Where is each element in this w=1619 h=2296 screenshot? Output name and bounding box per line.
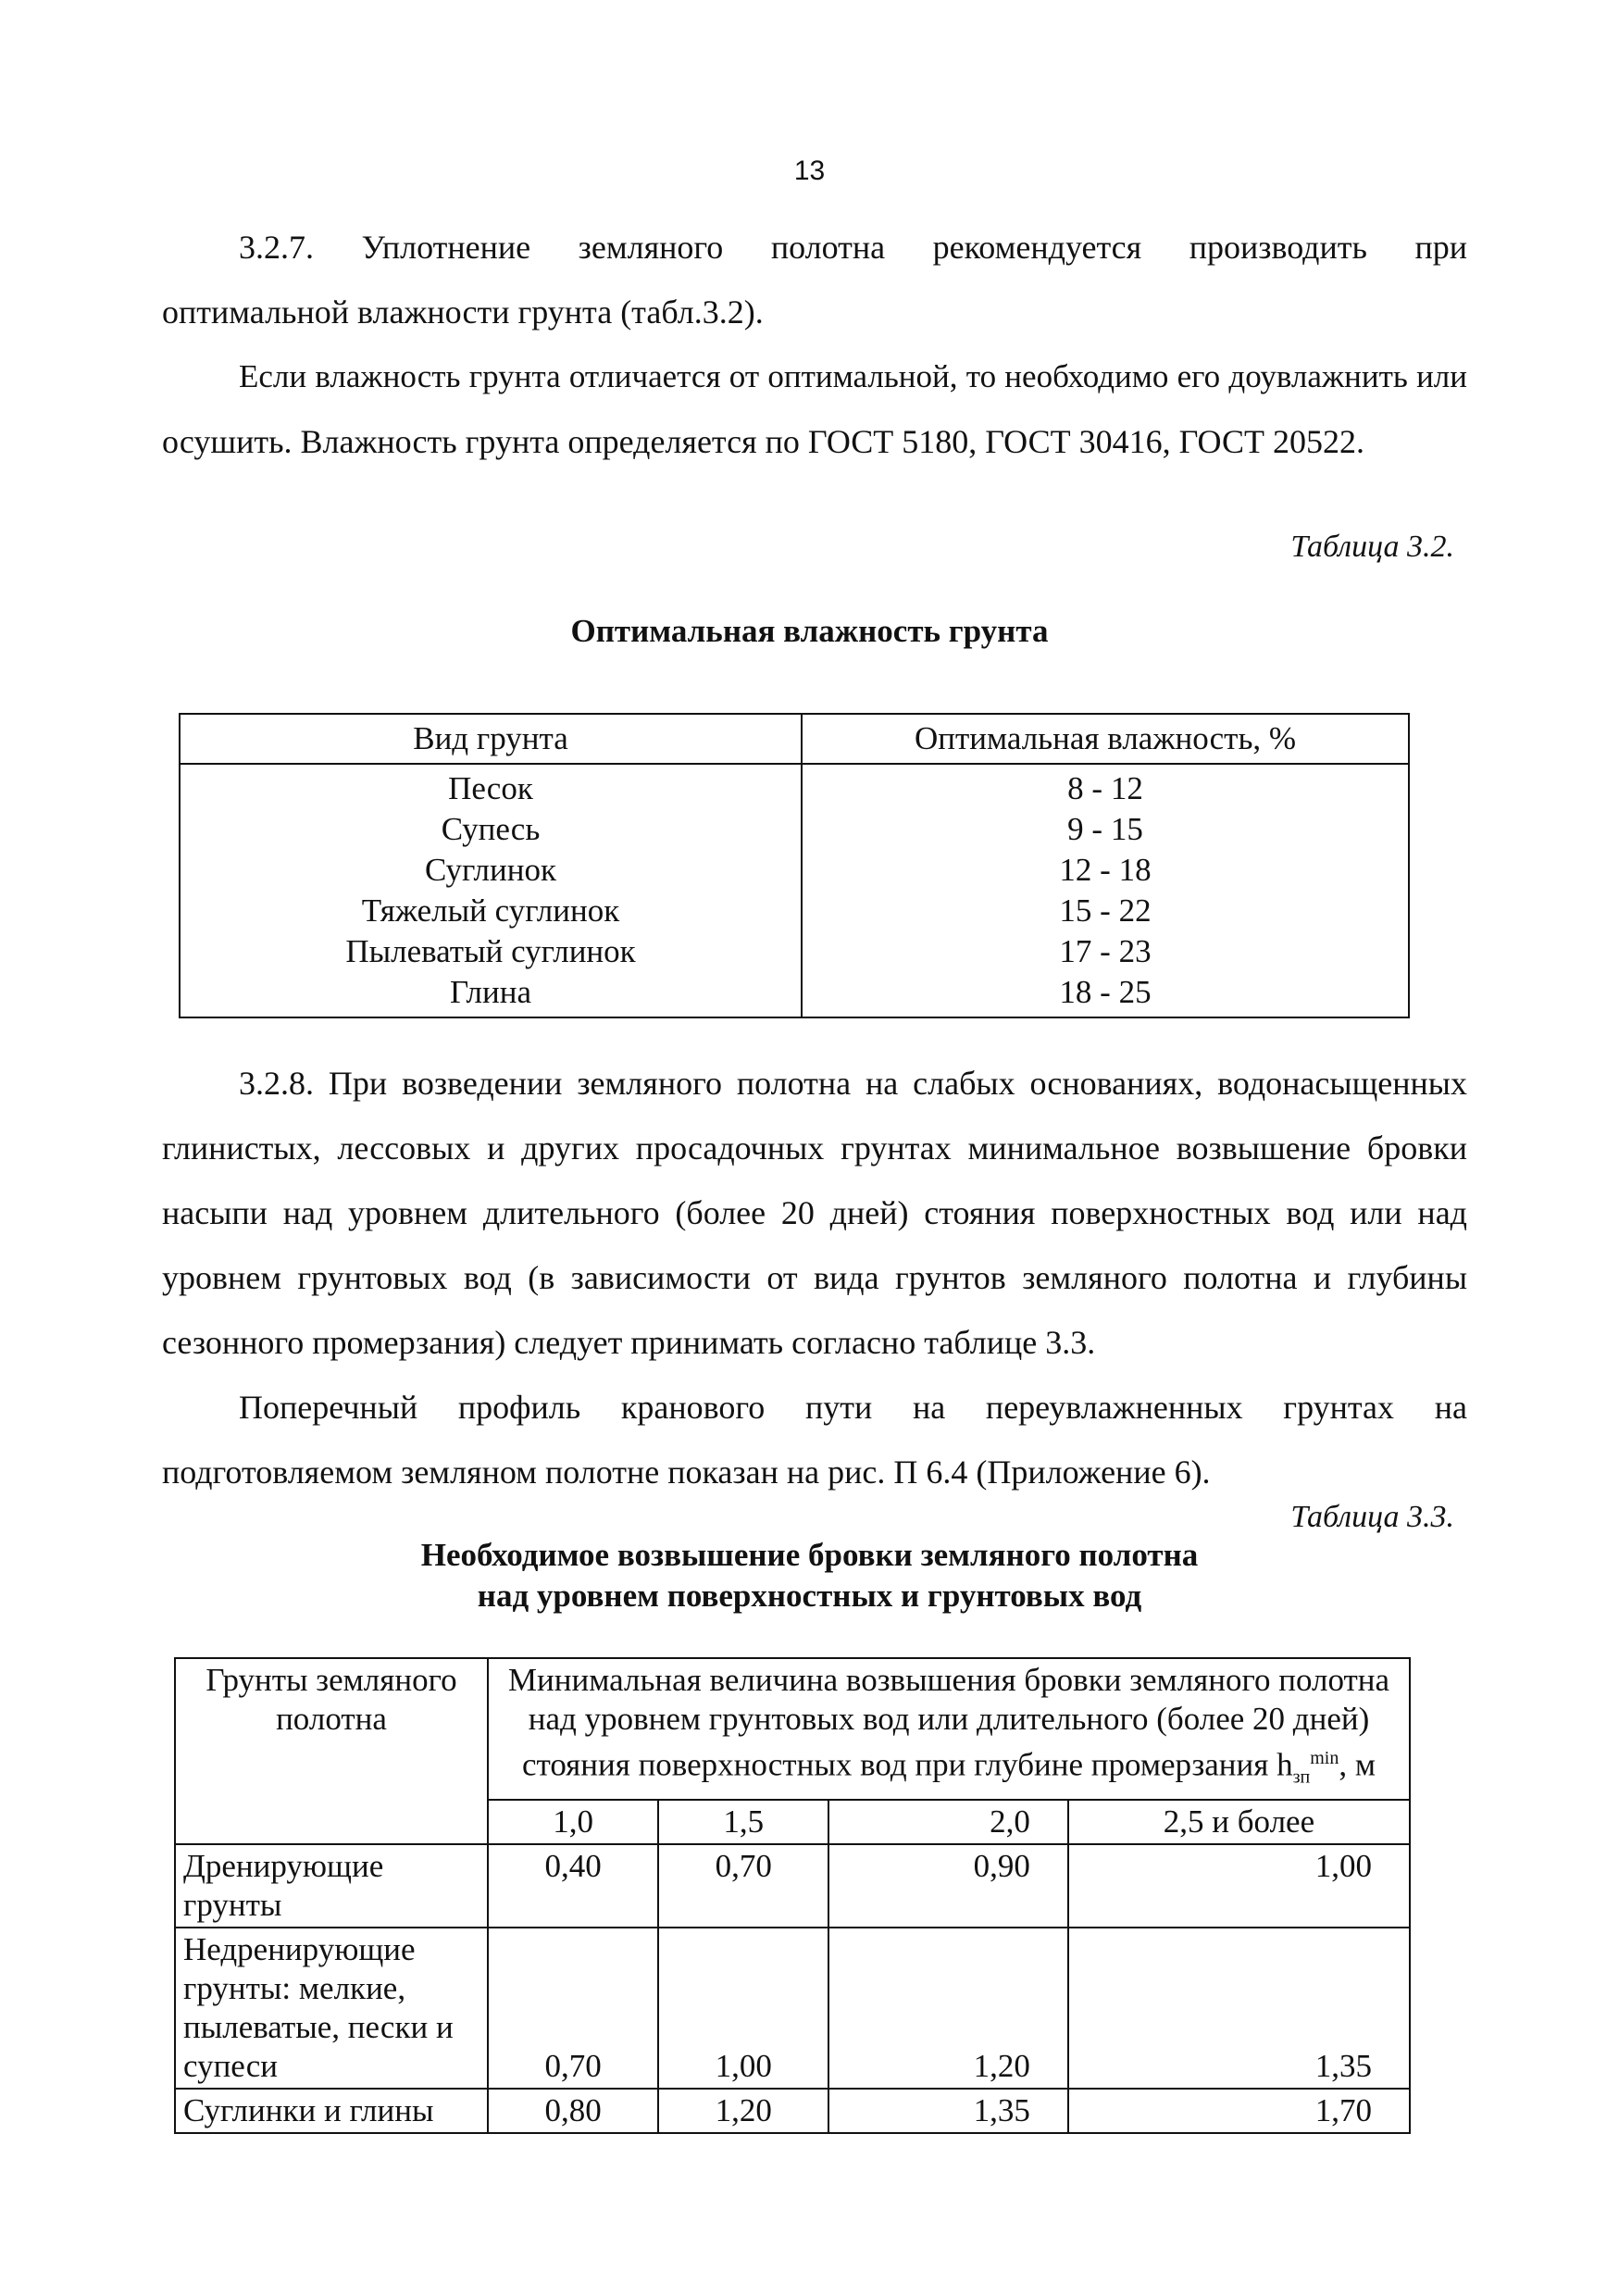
paragraph-3-2-8: [162, 1051, 1467, 1504]
paragraph-line: глинистых, лессовых и других просадочных грунтах минимальное возвышение бровки: [162, 1129, 1467, 1167]
depth-cell: 1,5: [658, 1800, 828, 1844]
value-cell: 1,00: [658, 1928, 828, 2089]
value-cell: 0,70: [488, 1928, 658, 2089]
soil-cell: Глина: [449, 974, 532, 1010]
soil-cell: Песок: [448, 770, 533, 806]
page-number: 13: [793, 156, 826, 186]
paragraph-line: уровнем грунтовых вод (в зависимости от вида грунтов земляного полотна и глубины: [162, 1259, 1467, 1296]
paragraph-3-2-7: [162, 215, 1467, 474]
value-cell: 1,20: [658, 2089, 828, 2133]
paragraph-line: осушить. Влажность грунта определяется по ГОСТ 5180, ГОСТ 30416, ГОСТ 20522.: [162, 423, 1364, 460]
paragraph-line: 3.2.8. При возведении земляного полотна на слабых основаниях, водонасыщенных: [239, 1065, 1467, 1102]
table-row: [175, 1844, 1410, 1928]
table-3-2: [179, 713, 1410, 1018]
table-3-3-title-line: над уровнем поверхностных и грунтовых вод: [477, 1578, 1142, 1614]
value-cell: 0,70: [658, 1844, 828, 1928]
header-unit: , м: [1339, 1746, 1376, 1783]
moisture-column: [802, 764, 1409, 1017]
table-row: [175, 2089, 1410, 2133]
value-cell: 0,80: [488, 2089, 658, 2133]
value-cell: 0,40: [488, 1844, 658, 1928]
header-optimal-moisture: Оптимальная влажность, %: [802, 714, 1409, 764]
row-label: Дренирующие грунты: [175, 1844, 488, 1928]
table-body: [180, 764, 1409, 1017]
paragraph-line: насыпи над уровнем длительного (более 20 дней) стояния поверхностных вод или над: [162, 1194, 1467, 1231]
table-3-2-caption: Таблица 3.2.: [1290, 530, 1454, 564]
table-header-row: [180, 714, 1409, 764]
depth-cell: 1,0: [488, 1800, 658, 1844]
moisture-cell: 17 - 23: [1059, 933, 1152, 969]
soil-column: [180, 764, 802, 1017]
moisture-cell: 15 - 22: [1059, 892, 1152, 929]
table-3-2-title: Оптимальная влажность грунта: [570, 613, 1049, 649]
header-soil-type: Вид грунта: [180, 714, 802, 764]
header-subscript: зп: [1292, 1766, 1311, 1788]
soil-cell: Супесь: [441, 811, 541, 847]
header-soil-group: Грунты земляного полотна: [175, 1658, 488, 1844]
soil-cell: Тяжелый суглинок: [361, 892, 620, 929]
header-superscript: min: [1310, 1748, 1339, 1768]
paragraph-line: 3.2.7. Уплотнение земляного полотна рекомендуется производить при: [239, 229, 1467, 266]
moisture-cell: 12 - 18: [1059, 852, 1152, 888]
value-cell: 1,70: [1068, 2089, 1410, 2133]
soil-cell: Пылеватый суглинок: [345, 933, 636, 969]
moisture-cell: 8 - 12: [1067, 770, 1143, 806]
depth-cell: 2,0: [828, 1800, 1068, 1844]
paragraph-line: подготовляемом земляном полотне показан на рис. П 6.4 (Приложение 6).: [162, 1454, 1211, 1491]
header-min-elevation: [488, 1658, 1410, 1800]
paragraph-line: Если влажность грунта отличается от оптимальной, то необходимо его доувлажнить или: [239, 358, 1467, 394]
table-row: [175, 1928, 1410, 2089]
row-label: Суглинки и глины: [175, 2089, 488, 2133]
value-cell: 1,35: [828, 2089, 1068, 2133]
table-3-3-title-line: Необходимое возвышение бровки земляного полотна: [420, 1537, 1199, 1573]
table-3-3-caption: Таблица 3.3.: [1290, 1500, 1454, 1534]
value-cell: 0,90: [828, 1844, 1068, 1928]
value-cell: 1,00: [1068, 1844, 1410, 1928]
value-cell: 1,20: [828, 1928, 1068, 2089]
header-min-elevation-text: Минимальная величина возвышения бровки земляного полотна над уровнем грунтовых вод или длительного (более 20 дней) стояния поверхностных вод при глубине промерзания h: [507, 1662, 1390, 1783]
value-cell: 1,35: [1068, 1928, 1410, 2089]
table-3-3: [174, 1657, 1411, 2134]
table-header-row: [175, 1658, 1410, 1800]
paragraph-line: сезонного промерзания) следует принимать согласно таблице 3.3.: [162, 1324, 1096, 1361]
moisture-cell: 9 - 15: [1067, 811, 1143, 847]
row-label: Недренирующие грунты: мелкие, пылеватые, пески и супеси: [175, 1928, 488, 2089]
depth-cell: 2,5 и более: [1068, 1800, 1410, 1844]
paragraph-line: Поперечный профиль кранового пути на переувлажненных грунтах на: [239, 1389, 1467, 1426]
paragraph-line: оптимальной влажности грунта (табл.3.2).: [162, 293, 764, 331]
soil-cell: Суглинок: [425, 852, 556, 888]
moisture-cell: 18 - 25: [1059, 974, 1152, 1010]
table-3-3-title: [0, 1535, 1619, 1616]
